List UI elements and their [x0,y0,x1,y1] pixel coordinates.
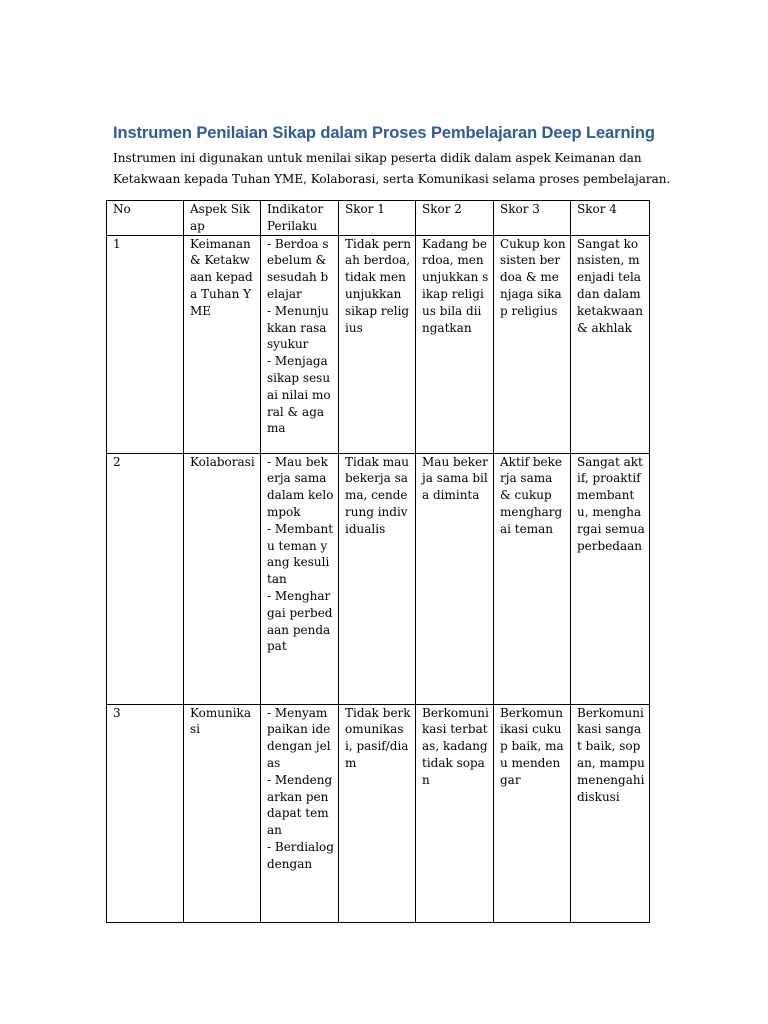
cell-no: 1 [107,235,184,453]
table-header-row [107,201,650,236]
table-row [107,235,650,453]
indikator-item: - Menghargai perbedaan pendapat [267,588,333,654]
header-skor-1: Skor 1 [339,201,416,236]
indikator-item: - Menyampaikan ide dengan jelas [267,705,331,770]
cell-no: 3 [107,704,184,922]
cell-skor-4: Berkomunikasi sangat baik, sopan, mampu menengahi diskusi [571,704,650,922]
cell-skor-3: Berkomunikasi cukup baik, mau mendengar [494,704,571,922]
header-no: No [107,201,184,236]
header-indikator: Indikator Perilaku [261,201,339,236]
cell-indikator [261,235,339,453]
cell-indikator [261,704,339,922]
indikator-item: - Menunjukkan rasa syukur [267,303,329,352]
cell-skor-4: Sangat konsisten, menjadi teladan dalam ketakwaan & akhlak [571,235,650,453]
cell-skor-2: Mau bekerja sama bila diminta [416,453,494,704]
indikator-item: - Mau bekerja sama dalam kelompok [267,454,334,519]
cell-skor-3: Aktif bekerja sama & cukup menghargai teman [494,453,571,704]
indikator-item: - Membantu teman yang kesulitan [267,521,334,587]
indikator-item: - Mendengarkan pendapat teman [267,772,333,838]
header-skor-3: Skor 3 [494,201,571,236]
cell-indikator [261,453,339,704]
cell-skor-2: Berkomunikasi terbatas, kadang tidak sopan [416,704,494,922]
cell-aspek: Keimanan & Ketakwaan kepada Tuhan YME [184,235,261,453]
header-aspek: Aspek Sikap [184,201,261,236]
indikator-item: - Berdialog dengan [267,839,334,871]
cell-aspek: Komunikasi [184,704,261,922]
document-title: Instrumen Penilaian Sikap dalam Proses Pembelajaran Deep Learning [113,124,655,142]
indikator-item: - Menjaga sikap sesuai nilai moral & agama [267,354,331,436]
header-skor-2: Skor 2 [416,201,494,236]
cell-aspek: Kolaborasi [184,453,261,704]
indikator-item: - Berdoa sebelum & sesudah belajar [267,236,329,301]
cell-skor-3: Cukup konsisten berdoa & menjaga sikap religius [494,235,571,453]
table-row [107,704,650,922]
header-skor-4: Skor 4 [571,201,650,236]
cell-skor-2: Kadang berdoa, menunjukkan sikap religius bila diingatkan [416,235,494,453]
intro-paragraph: Instrumen ini digunakan untuk menilai sikap peserta didik dalam aspek Keimanan dan Ketakwaan kepada Tuhan YME, Kolaborasi, serta Komunikasi selama proses pembelajaran. [113,151,671,186]
cell-skor-4: Sangat aktif, proaktif membantu, menghargai semua perbedaan [571,453,650,704]
table-row [107,453,650,704]
assessment-table [106,200,650,923]
cell-skor-1: Tidak pernah berdoa, tidak menunjukkan sikap religius [339,235,416,453]
cell-skor-1: Tidak mau bekerja sama, cenderung individualis [339,453,416,704]
cell-no: 2 [107,453,184,704]
cell-skor-1: Tidak berkomunikasi, pasif/diam [339,704,416,922]
